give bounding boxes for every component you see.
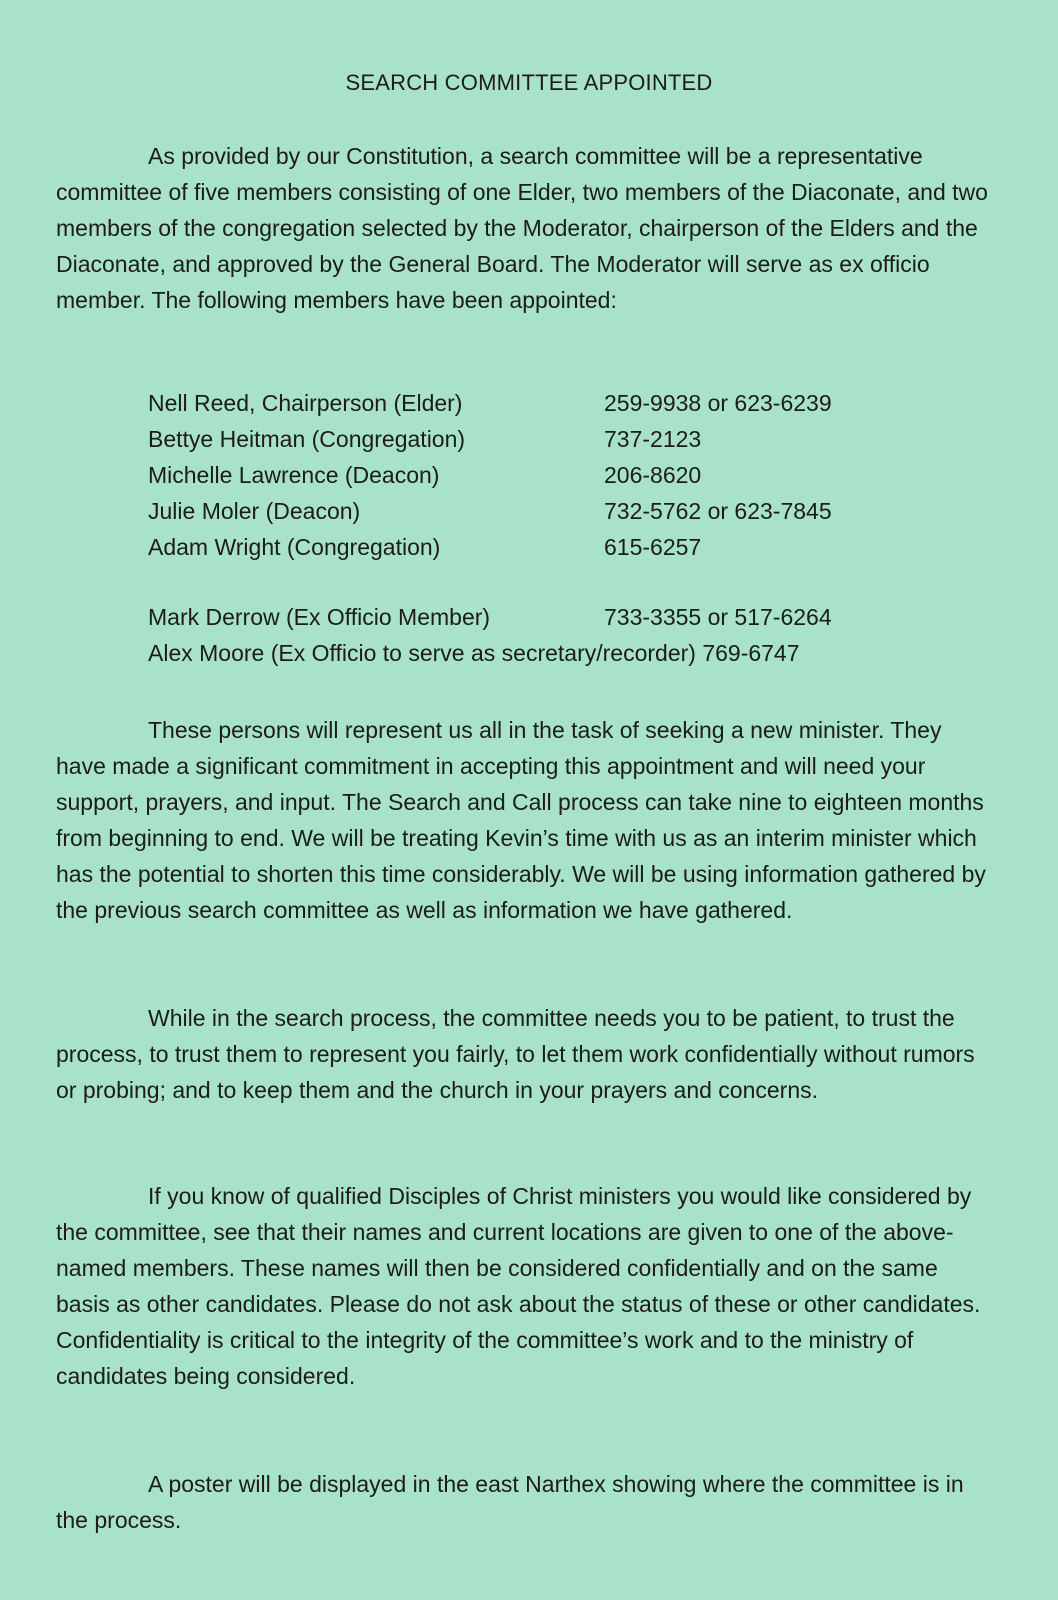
poster-paragraph: A poster will be displayed in the east Narthex showing where the committee is in the process. [56, 1471, 964, 1533]
member-list [148, 390, 968, 570]
member-row [148, 390, 968, 426]
ex-officio-row [148, 640, 968, 676]
member-phone: 259-9938 or 623-6239 [604, 390, 832, 416]
member-row [148, 462, 968, 498]
representation-paragraph: These persons will represent us all in the task of seeking a new minister. They have made a significant commitment in accepting this appointment and will need your support, prayers, and input. The Search and Call process can take nine to eighteen months from beginning to end. We will be treating Kevin’s time with us as an interim minister which has the potential to shorten this time considerably. We will be using information gathered by the previous search committee as well as information we have gathered. [56, 717, 986, 923]
ex-officio-list [148, 604, 968, 676]
ex-officio-secretary: Alex Moore (Ex Officio to serve as secretary/recorder) 769-6747 [148, 640, 800, 666]
candidates-paragraph: If you know of qualified Disciples of Christ ministers you would like considered by the committee, see that their names and current locations are given to one of the above-named members. These names will then be considered confidentially and on the same basis as other candidates. Please do not ask about the status of these or other candidates. Confidentiality is critical to the integrity of the committee’s work and to the ministry of candidates being considered. [56, 1183, 981, 1389]
member-name: Julie Moler (Deacon) [148, 498, 361, 524]
member-name: Michelle Lawrence (Deacon) [148, 462, 440, 488]
ex-officio-name: Mark Derrow (Ex Officio Member) [148, 604, 491, 630]
ex-officio-row [148, 604, 968, 640]
member-row [148, 426, 968, 462]
member-phone: 615-6257 [604, 534, 702, 560]
member-phone: 206-8620 [604, 462, 702, 488]
member-name: Bettye Heitman (Congregation) [148, 426, 466, 452]
patience-paragraph: While in the search process, the committee needs you to be patient, to trust the process, to trust them to represent you fairly, to let them work confidentially without rumors or probing; and to keep them and the church in your prayers and concerns. [56, 1005, 975, 1103]
intro-paragraph: As provided by our Constitution, a search committee will be a representative committee of five members consisting of one Elder, two members of the Diaconate, and two members of the congregation selected by the Moderator, chairperson of the Elders and the Diaconate, and approved by the General Board. The Moderator will serve as ex officio member. The following members have been appointed: [56, 143, 988, 313]
member-phone: 737-2123 [604, 426, 702, 452]
member-row [148, 534, 968, 570]
member-phone: 732-5762 or 623-7845 [604, 498, 832, 524]
member-name: Adam Wright (Congregation) [148, 534, 441, 560]
member-row [148, 498, 968, 534]
document-title: SEARCH COMMITTEE APPOINTED [345, 70, 713, 95]
member-name: Nell Reed, Chairperson (Elder) [148, 390, 463, 416]
ex-officio-phone: 733-3355 or 517-6264 [604, 604, 832, 630]
